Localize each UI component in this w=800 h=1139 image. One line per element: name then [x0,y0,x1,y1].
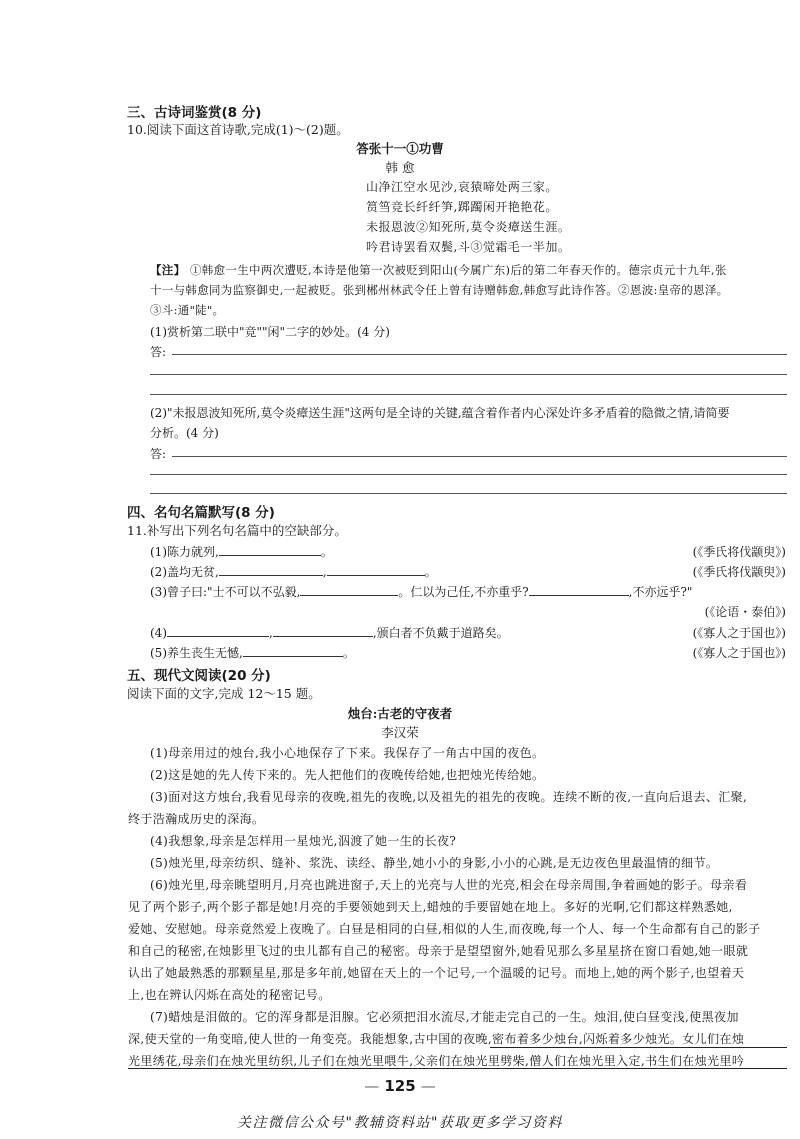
answer-label: 答: [150,447,167,461]
article-author: 李汉荣 [381,725,419,740]
paragraph-line: 认出了她最熟悉的那颗星星,那是多年前,她留在天上的一个记号,一个温暖的记号。而地上,她的两个影子,也望着天 [128,966,745,980]
item-number: (4) [150,626,167,640]
item-text: 盖均无贫, [167,565,219,579]
item-number: (3) [150,585,167,599]
item-text: 。仁以为己任,不亦重乎? [398,585,529,599]
section-3-heading: 三、古诗词鉴赏(8 分) [127,105,262,121]
fill-item-3 [150,583,692,600]
item-text: , [269,626,273,640]
paragraph-line: 深,使天堂的一角变暗,使人世的一角变亮。我能想象,古中国的夜晚,密布着多少烛台,闪烁着多少烛光。女儿们在烛 [128,1032,745,1046]
fill-item-2 [150,563,437,580]
fill-blank[interactable] [219,543,321,556]
footer-note: 关注微信公众号"教辅资料站"获取更多学习资料 [237,1115,563,1131]
poem-author: 韩 愈 [385,160,415,175]
item-text: 曾子曰:"士不可以不弘毅, [167,585,301,599]
fill-blank[interactable] [327,563,425,576]
paragraph-line: 上,也在辨认闪烁在高处的秘密记号。 [128,988,331,1002]
paragraph-line: (2)这是她的先人传下来的。先人把他们的夜晚传给她,也把烛光传给她。 [150,768,545,782]
source-citation: (《季氏将伐颛臾》) [692,565,786,579]
section-5-heading: 五、现代文阅读(20 分) [127,668,271,684]
page-number-row [0,1076,800,1095]
page-number: 125 [384,1077,416,1095]
item-text: 。 [320,545,333,559]
note-line: 十一与韩愈同为监察御史,一起被贬。张到郴州林武令任上曾有诗赠韩愈,韩愈写此诗作答。②恩波:皇帝的恩泽。 [150,283,729,297]
paragraph-line: 终于浩瀚成历史的深海。 [128,812,265,826]
item-text: 。 [342,646,355,660]
paragraph-line: (4)我想象,母亲是怎样用一星烛光,泅渡了她一生的长夜? [150,834,457,848]
paragraph-line: (7)蜡烛是泪做的。它的浑身都是泪腺。它必须把泪水流尽,才能走完自己的一生。烛泪,使白昼变浅,使黑夜加 [150,1010,739,1024]
answer-line[interactable] [150,394,787,395]
paragraph-line: (5)烛光里,母亲纺织、缝补、浆洗、读经、静坐,她小小的身影,小小的心跳,是无边夜色里最温情的细节。 [150,856,719,870]
fill-blank[interactable] [273,624,373,637]
question-11-intro: 11.补写出下列名句名篇中的空缺部分。 [127,523,347,538]
question-10-1: (1)赏析第二联中"竞""闲"二字的妙处。(4 分) [150,325,390,339]
note-line: ③斗:通"陡"。 [150,303,225,317]
answer-line[interactable] [150,374,787,375]
paragraph-line: (1)母亲用过的烛台,我小心地保存了下来。我保存了一角古中国的夜色。 [150,746,545,760]
item-number: (5) [150,646,167,660]
paragraph-line: (3)面对这方烛台,我看见母亲的夜晚,祖先的夜晚,以及祖先的祖先的夜晚。连续不断的夜,一直向后退去、汇聚, [150,790,748,804]
fill-blank[interactable] [167,624,269,637]
text-underline [490,1047,787,1048]
item-text: 陈力就列, [167,545,219,559]
question-10-2-line1: (2)"未报恩波知死所,莫令炎瘴送生涯"这两句是全诗的关键,蕴含着作者内心深处许多矛盾着的隐微之情,请简要 [150,406,730,420]
poem-line: 吟君诗罢看双鬓,斗③觉霜毛一半加。 [366,240,571,254]
fill-item-5 [150,644,355,661]
poem-line: 筼筜竞长纤纤笋,踯躅闲开艳艳花。 [366,200,558,214]
item-text: , [322,565,327,579]
paragraph-line: 见了两个影子,两个影子都是她!月亮的手要领她到天上,蜡烛的手要留她在地上。多好的光啊,它们都这样熟悉她, [128,900,733,914]
fill-item-4 [150,624,509,641]
paragraph-line: 光里绣花,母亲们在烛光里纺织,儿子们在烛光里喂牛,父亲们在烛光里劈柴,僧人们在烛光里入定,书生们在烛光里吟 [128,1054,745,1068]
fill-blank[interactable] [300,583,398,596]
question-10-intro: 10.阅读下面这首诗歌,完成(1)～(2)题。 [127,122,349,137]
page-number-dash: — [420,1077,436,1095]
source-citation: (《寡人之于国也》) [692,626,786,640]
fill-item-1 [150,543,333,560]
note-line: ①韩愈一生中两次遭贬,本诗是他第一次被贬到阳山(今属广东)后的第二年春天作的。德宗贞元十九年,张 [190,263,727,277]
poem-title: 答张十一①功曹 [356,141,444,156]
answer-line[interactable] [150,474,787,475]
item-text: ,不亦远乎?" [628,585,693,599]
paragraph-line: (6)烛光里,母亲眺望明月,月亮也跳进窗子,天上的光亮与人世的光亮,相会在母亲周围,争着画她的影子。母亲看 [150,878,748,892]
answer-line[interactable] [172,354,787,355]
poem-line: 未报恩波②知死所,莫令炎瘴送生涯。 [366,220,571,234]
item-text: 养生丧生无憾, [167,646,243,660]
reading-intro: 阅读下面的文字,完成 12～15 题。 [127,686,321,701]
source-citation: (《论语・泰伯》) [704,605,786,619]
item-text: 。 [424,565,437,579]
source-citation: (《季氏将伐颛臾》) [692,545,786,559]
fill-blank[interactable] [243,644,343,657]
paragraph-line: 爱她、安慰她。母亲竟然爱上夜晚了。白昼是相同的白昼,相似的人生,而夜晚,每一个人、每一个生命都有自己的影子 [128,922,761,936]
text-underline [128,1068,787,1069]
paragraph-line: 和自己的秘密,在烛影里飞过的虫儿都有自己的秘密。母亲于是望望窗外,她看见那么多星星挤在窗口看她,她一眼就 [128,944,749,958]
fill-blank[interactable] [219,563,323,576]
fill-blank[interactable] [529,583,629,596]
answer-label: 答: [150,345,167,359]
source-citation: (《寡人之于国也》) [692,646,786,660]
question-10-2-line2: 分析。(4 分) [150,426,219,440]
note-label: 【注】 [150,263,186,277]
poem-line: 山净江空水见沙,哀猿啼处两三家。 [366,180,558,194]
item-text: ,颁白者不负戴于道路矣。 [372,626,509,640]
answer-line[interactable] [150,493,787,494]
page-number-dash: — [364,1077,380,1095]
article-title: 烛台:古老的守夜者 [347,706,453,721]
item-number: (2) [150,565,167,579]
section-4-heading: 四、名句名篇默写(8 分) [127,505,275,521]
item-number: (1) [150,545,167,559]
answer-line[interactable] [172,456,787,457]
